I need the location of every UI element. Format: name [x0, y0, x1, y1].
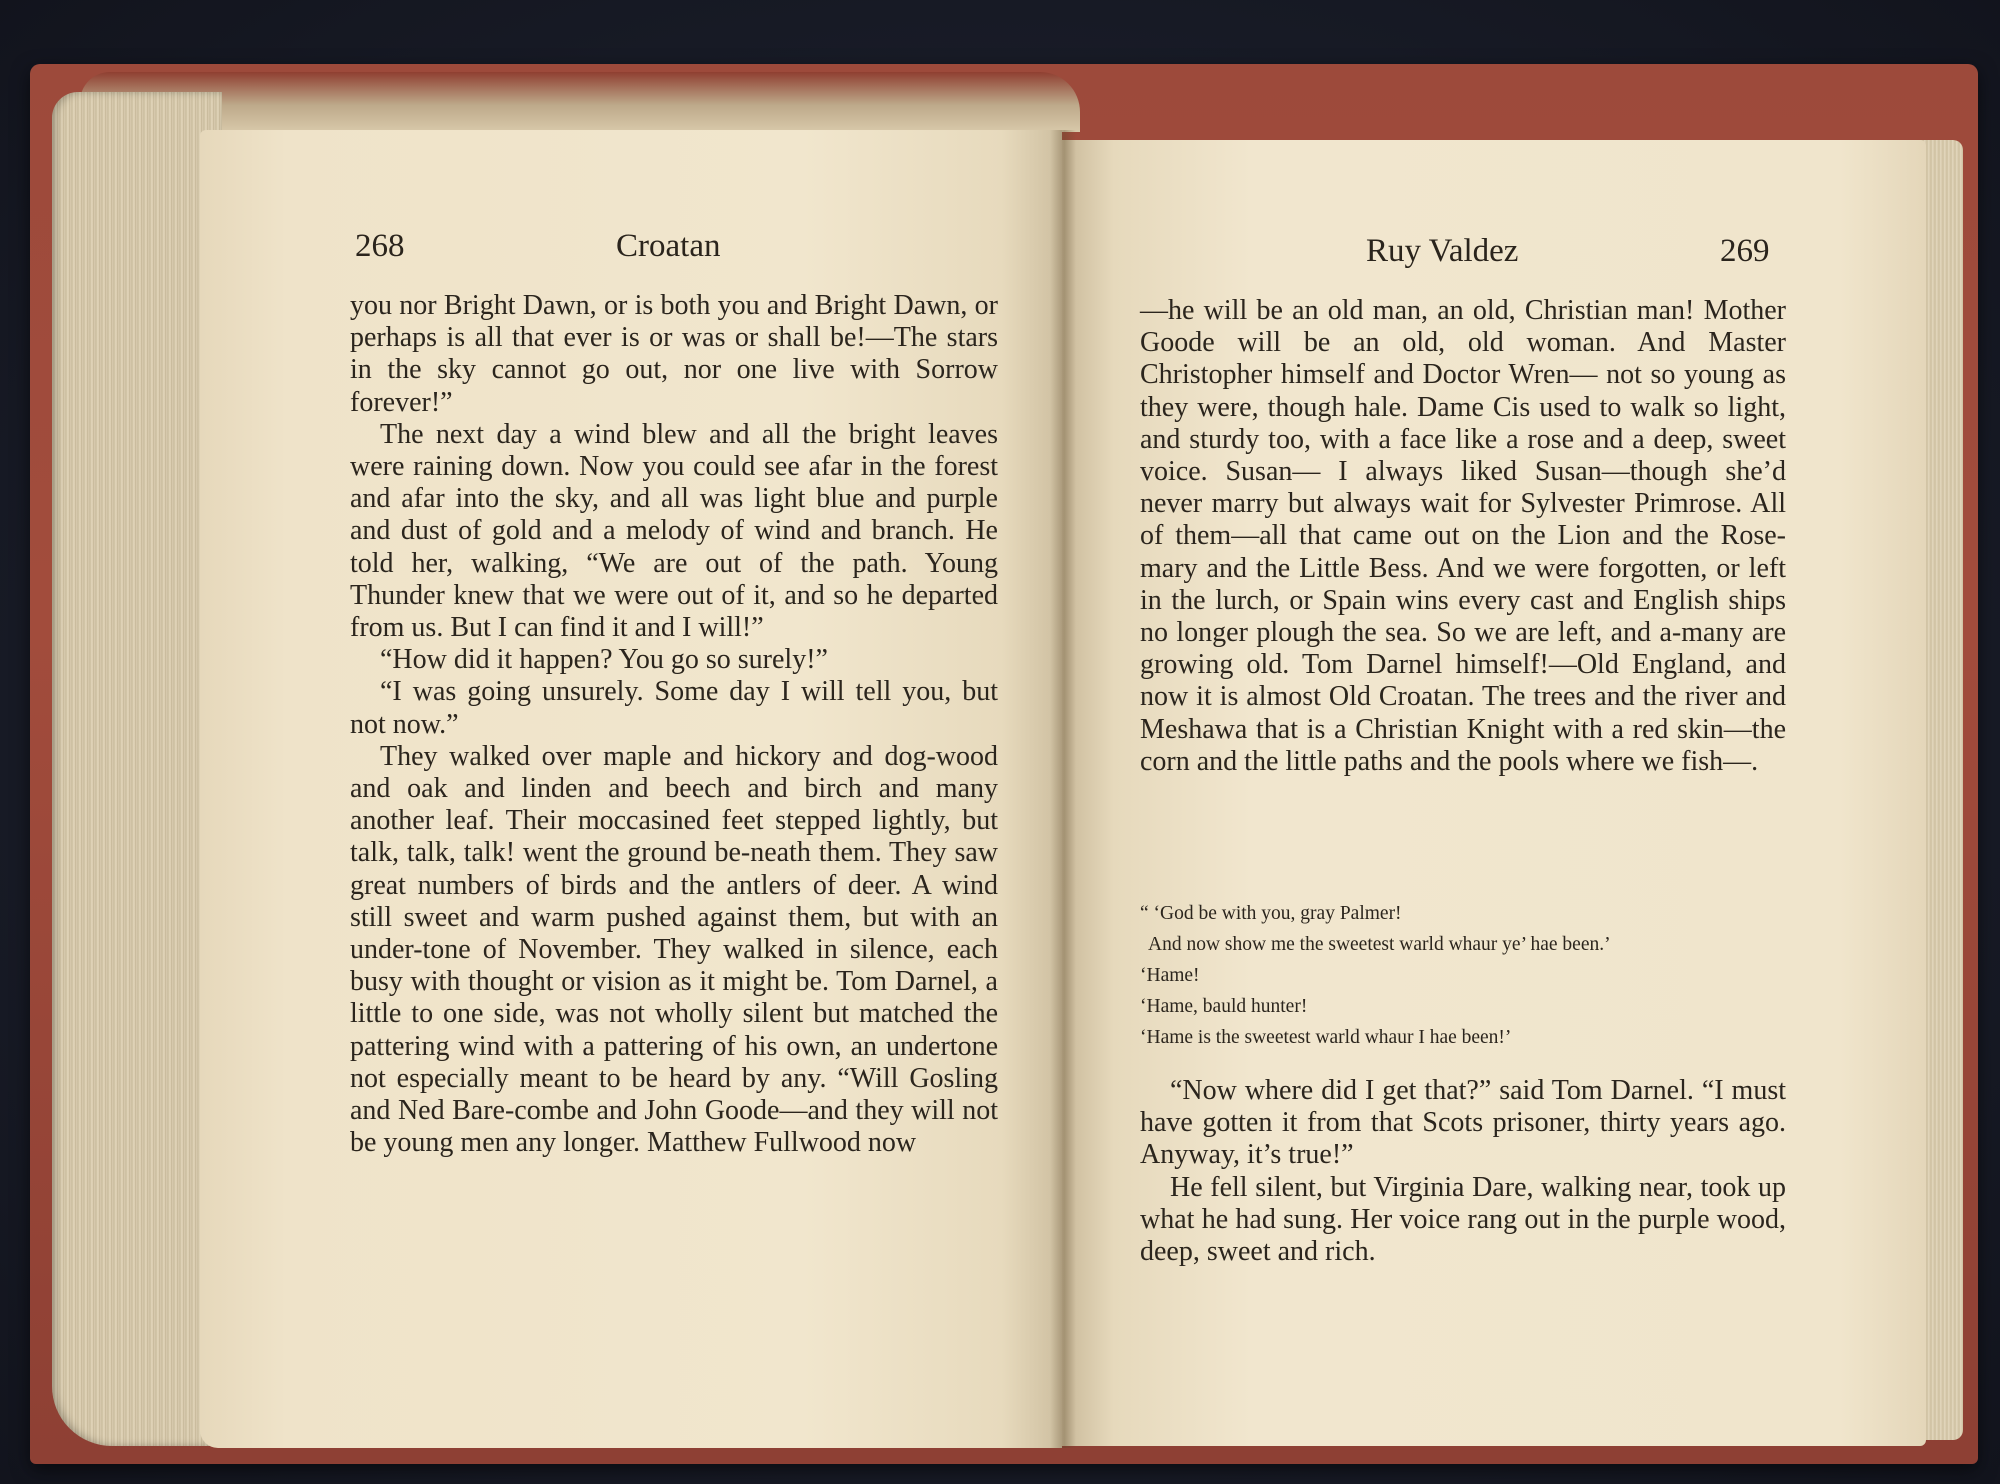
paragraph: “How did it happen? You go so surely!” — [380, 644, 828, 676]
left-page-number: 268 — [355, 228, 405, 264]
poem-line: ‘Hame is the sweetest warld whaur I hae been!’ — [1140, 1027, 1512, 1048]
right-page-number: 269 — [1720, 233, 1770, 269]
right-running-head: Ruy Valdez — [1366, 233, 1519, 269]
poem-line: And now show me the sweetest warld whaur ye’ hae been.’ — [1148, 934, 1611, 955]
page-edges-left — [52, 92, 222, 1446]
left-running-head: Croatan — [616, 228, 721, 264]
right-page-body-bottom — [1140, 1075, 1786, 1268]
paragraph: The next day a wind blew and all the bright leaves were raining down. Now you could see afar in the forest and afar into the sky, and all was light blue and purple and dust of gold and a melody of wind and branch. He told her, walking, “We are out of the path. Young Thunder knew that we were out of it, and so he departed from us. But I can find it and I will!” — [350, 418, 998, 644]
paragraph: They walked over maple and hickory and dog-wood and oak and linden and beech and birch and many another leaf. Their moccasined feet stepped lightly, but talk, talk, talk! went the ground be-neath them. They saw great numbers of birds and the antlers of deer. A wind still sweet and warm pushed against them, but with an under-tone of November. They walked in silence, each busy with thought or vision as it might be. Tom Darnel, a little to one side, was not wholly silent but matched the pattering wind with a pattering of his own, an undertone not especially meant to be heard by any. “Will Gosling and Ned Bare-combe and John Goode—and they will not be young men any longer. Matthew Fullwood now — [350, 740, 998, 1159]
poem-quotation — [1140, 898, 1780, 1053]
paragraph: He fell silent, but Virginia Dare, walking near, took up what he had sung. Her voice rang out in the purple wood, deep, sweet and rich. — [1140, 1171, 1786, 1268]
paragraph: “I was going unsurely. Some day I will tell you, but not now.” — [350, 676, 998, 740]
paragraph: —he will be an old man, an old, Christian man! Mother Goode will be an old, old woman. And Master Christopher himself and Doctor Wren— not so young as they were, though hale. Dame Cis used to walk so light, and sturdy too, with a face like a rose and a deep, sweet voice. Susan— I always liked Susan—though she’d never marry but always wait for Sylvester Primrose. All of them—all that came out on the Lion and the Rose-mary and the Little Bess. And we were forgotten, or left in the lurch, or Spain wins every cast and English ships no longer plough the sea. So we are left, and a-many are growing old. Tom Darnel himself!—Old England, and now it is almost Old Croatan. The trees and the river and Meshawa that is a Christian Knight with a red skin—the corn and the little paths and the pools where we fish—. — [1140, 295, 1786, 777]
poem-line: ‘Hame, bauld hunter! — [1140, 996, 1308, 1017]
left-page-body — [350, 290, 998, 1159]
paragraph: you nor Bright Dawn, or is both you and Bright Dawn, or perhaps is all that ever is or was or shall be!—The stars in the sky cannot go out, nor one live with Sorrow forever!” — [350, 290, 998, 418]
right-page-body-top — [1140, 295, 1786, 778]
poem-line: ‘Hame! — [1140, 965, 1200, 986]
poem-line: “ ‘God be with you, gray Palmer! — [1140, 903, 1402, 924]
book-gutter — [1050, 130, 1076, 1448]
paragraph: “Now where did I get that?” said Tom Darnel. “I must have gotten it from that Scots prisoner, thirty years ago. Anyway, it’s true!” — [1140, 1075, 1786, 1171]
page-edges-top — [80, 72, 1080, 132]
